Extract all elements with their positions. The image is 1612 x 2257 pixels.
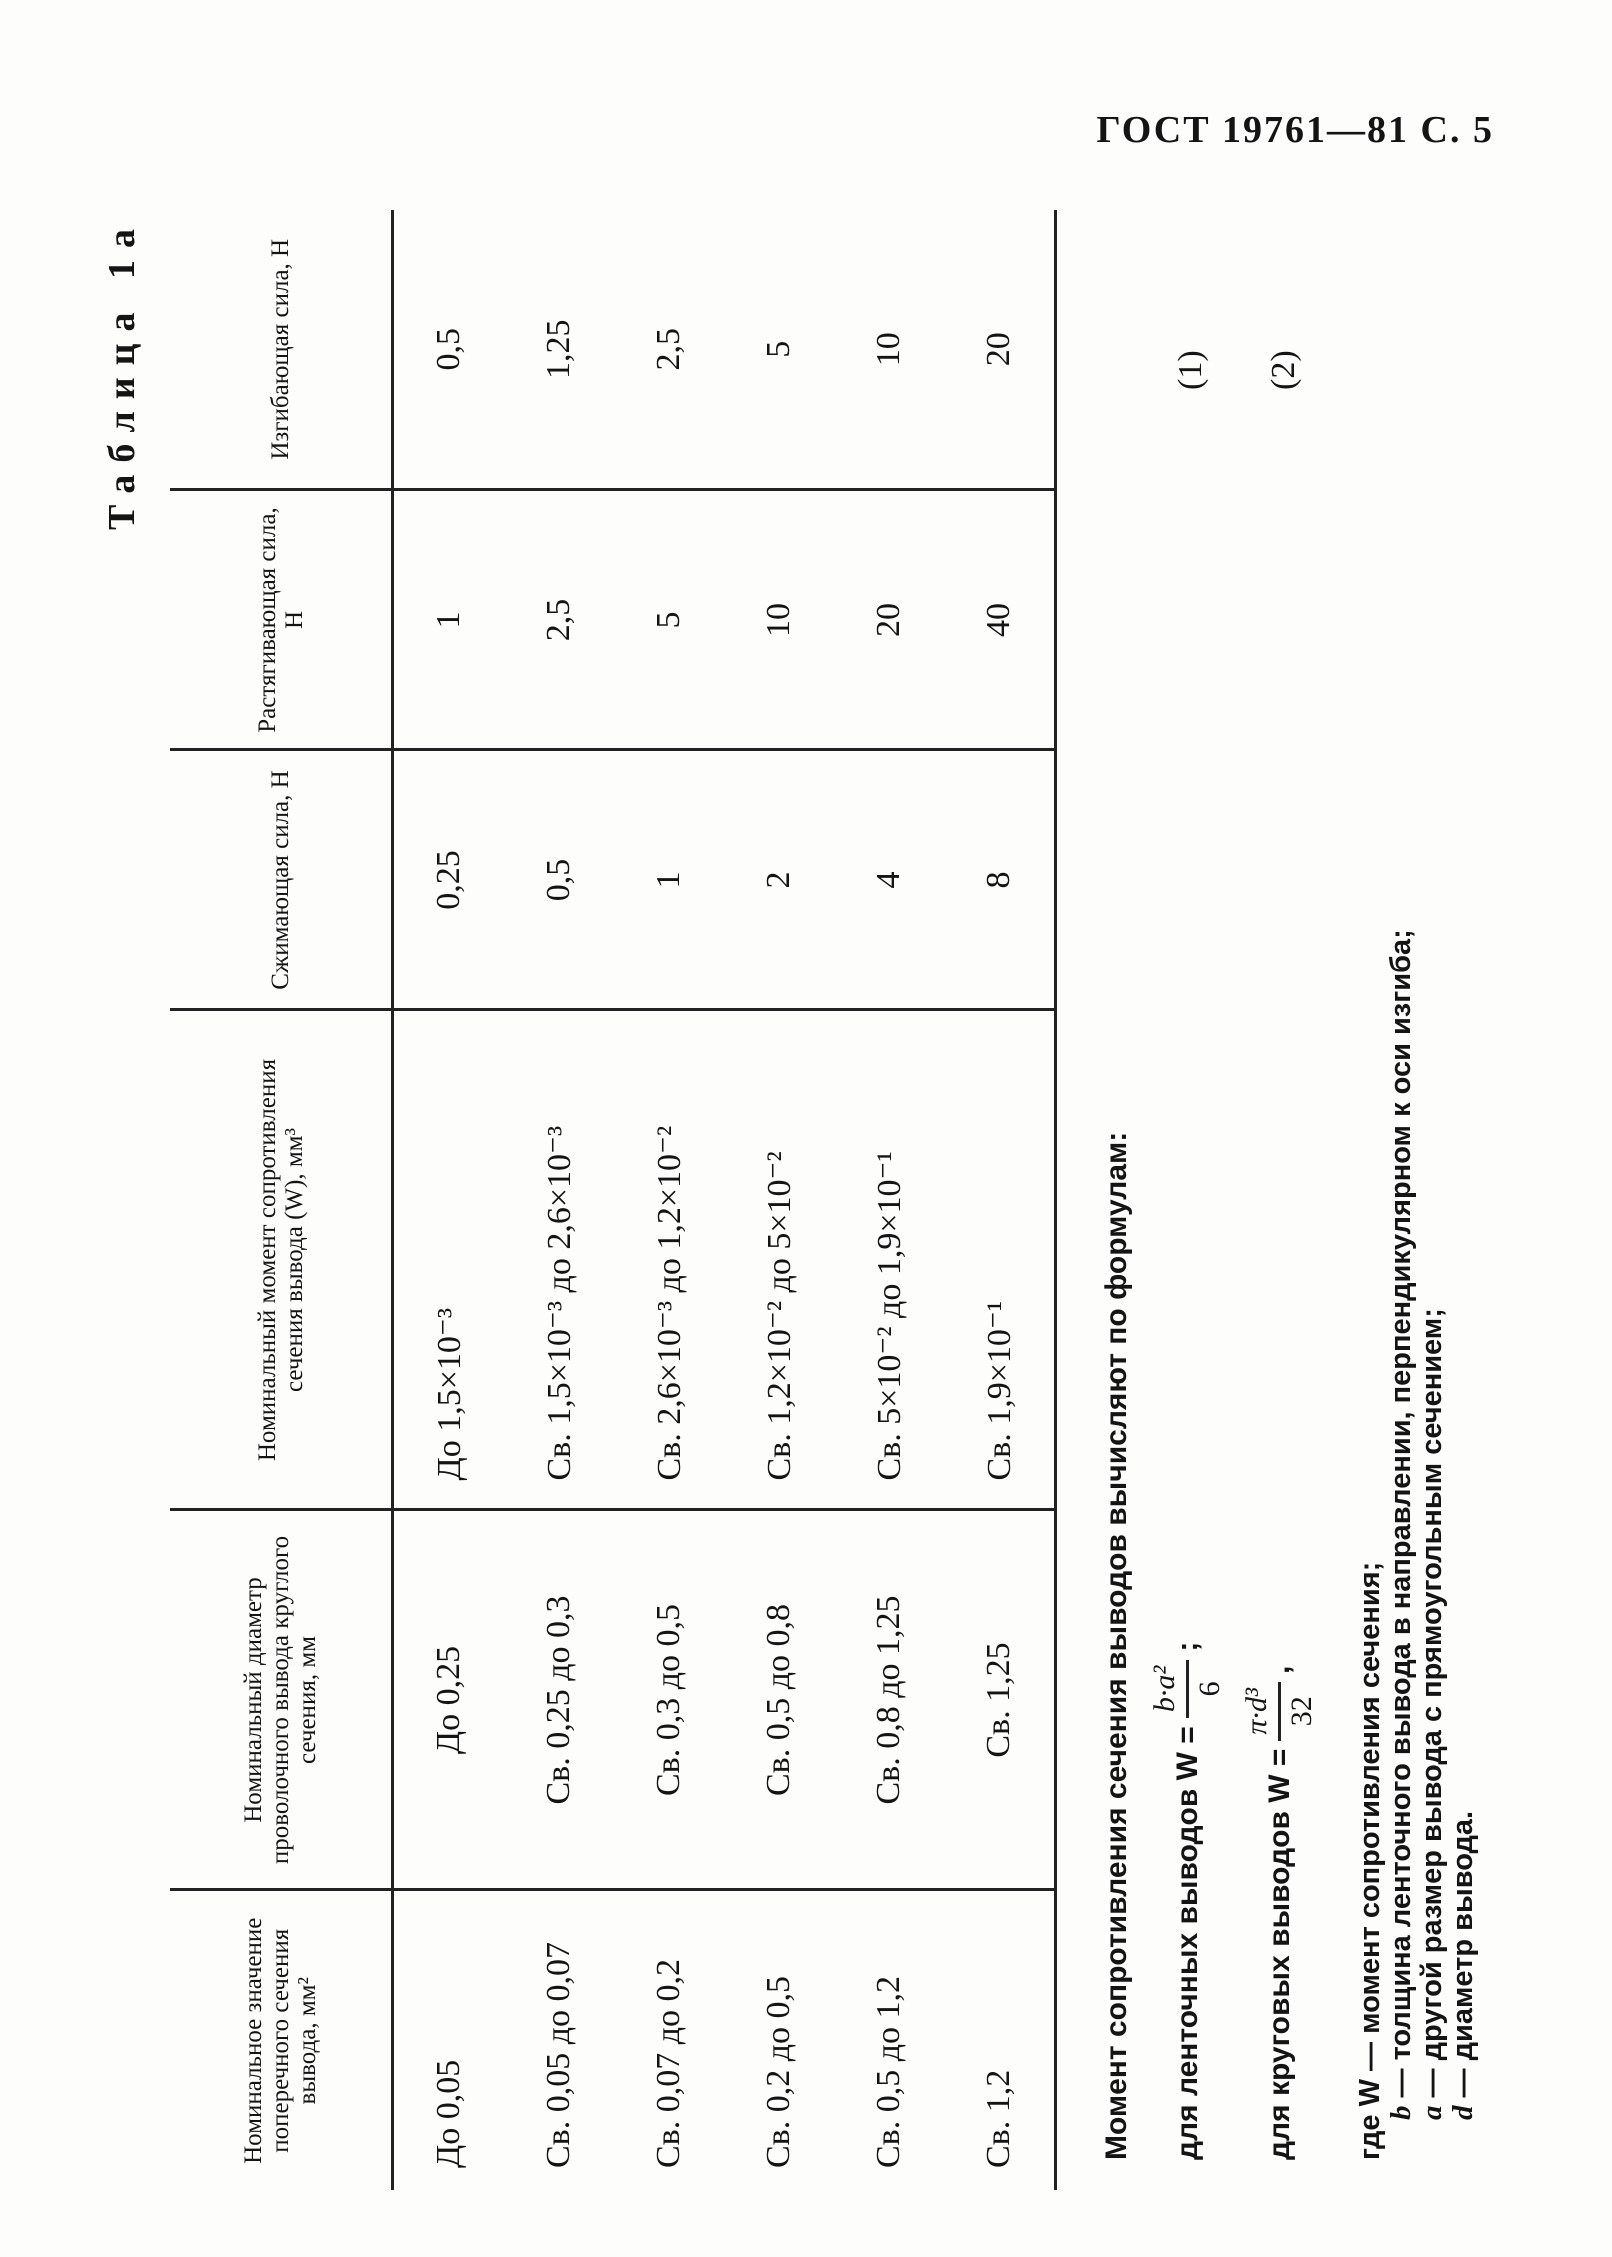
table-row — [944, 210, 1056, 2190]
table-cell: 20 — [834, 490, 944, 750]
table-header-row — [170, 210, 393, 2190]
rotated-content — [100, 190, 1490, 2190]
table-cell: Св. 5×10⁻² до 1,9×10⁻¹ — [834, 1010, 944, 1510]
table-cell: Св. 0,05 до 0,07 — [540, 1941, 577, 2168]
formulas-intro: Момент сопротивления сечения выводов вычисляют по формулам: — [1100, 1131, 1133, 2160]
definition-text: — другой размер вывода с прямоугольным сечением; — [1416, 1308, 1448, 2106]
definition-symbol: d — [1447, 2105, 1479, 2120]
table-cell: До 0,25 — [393, 1510, 505, 1890]
formula-round-label: для круговых выводов W = — [1262, 1748, 1296, 2160]
column-header-moment: Номинальный момент сопротивления сечения вывода (W), мм³ — [170, 1010, 393, 1510]
formula-ribbon-fraction — [1148, 1660, 1227, 1719]
formula-round-punct: , — [1262, 1665, 1296, 1675]
table-cell: Св. 0,5 до 0,8 — [724, 1510, 834, 1890]
table-caption: Таблица 1а — [101, 216, 143, 530]
formula-ribbon-number: (1) — [1172, 350, 1209, 390]
table-cell: 0,5 — [393, 210, 505, 490]
column-header-tensile-force: Растягивающая сила, Н — [170, 490, 393, 750]
table-cell: 2,5 — [614, 210, 724, 490]
table-cell: 8 — [944, 750, 1056, 1010]
column-header-diameter: Номинальный диаметр проволочного вывода круглого сечения, мм — [170, 1510, 393, 1890]
table-cell: 0,25 — [393, 750, 505, 1010]
table-cell: 5 — [724, 210, 834, 490]
table-cell: Св. 1,2×10⁻² до 5×10⁻² — [724, 1010, 834, 1510]
table-cell: Св. 0,5 до 1,2 — [870, 1975, 907, 2168]
table-cell: Св. 2,6×10⁻³ до 1,2×10⁻² — [614, 1010, 724, 1510]
table-cell: Св. 0,3 до 0,5 — [614, 1510, 724, 1890]
definition-symbol: где W — [1354, 2079, 1386, 2160]
table-cell: До 1,5×10⁻³ — [393, 1010, 505, 1510]
table-row — [724, 210, 834, 2190]
table-cell: 20 — [944, 210, 1056, 490]
table-cell: 4 — [834, 750, 944, 1010]
table-cell: 2,5 — [504, 490, 614, 750]
table-cell: Св. 0,8 до 1,25 — [834, 1510, 944, 1890]
definition-item — [1417, 929, 1448, 2160]
definition-text: — диаметр вывода. — [1447, 1810, 1479, 2106]
table-cell: Св. 0,07 до 0,2 — [650, 1958, 687, 2168]
table-row — [614, 210, 724, 2190]
table-cell: 1,25 — [504, 210, 614, 490]
table-cell: 1 — [393, 490, 505, 750]
definition-symbol: b — [1385, 2105, 1417, 2120]
formula-ribbon-label: для ленточных выводов W = — [1170, 1726, 1204, 2160]
table-cell: До 0,05 — [430, 2059, 467, 2168]
definition-item — [1448, 929, 1479, 2160]
formula-round-number: (2) — [1265, 350, 1302, 390]
table-cell: 2 — [724, 750, 834, 1010]
formula-ribbon — [1148, 1642, 1227, 2160]
table-row — [834, 210, 944, 2190]
table-cell: Св. 1,2 — [944, 1890, 1056, 2190]
column-header-bending-force: Изгибающая сила, Н — [170, 210, 393, 490]
table-cell: 0,5 — [504, 750, 614, 1010]
column-header-compressive-force: Сжимающая сила, Н — [170, 750, 393, 1010]
page-header: ГОСТ 19761—81 С. 5 — [1096, 109, 1494, 151]
table-cell: Св. 1,25 — [944, 1510, 1056, 1890]
table-cell: 40 — [944, 490, 1056, 750]
definition-text: — момент сопротивления сечения; — [1354, 1561, 1386, 2080]
table-cell: 1 — [614, 750, 724, 1010]
variable-definitions — [1355, 929, 1479, 2160]
formula-ribbon-punct: ; — [1170, 1641, 1204, 1652]
table-row — [504, 210, 614, 2190]
table-cell: Св. 0,2 до 0,5 — [760, 1975, 797, 2168]
column-header-cross-section: Номинальное значение поперечного сечения вывода, мм² — [170, 1890, 393, 2190]
table-cell: 10 — [834, 210, 944, 490]
table-row — [393, 210, 505, 2190]
table-cell: 10 — [724, 490, 834, 750]
definition-text: — толщина ленточного вывода в направлении, перпендикулярном к оси изгиба; — [1385, 929, 1417, 2106]
table-cell: Св. 1,9×10⁻¹ — [944, 1010, 1056, 1510]
formula-ribbon-denominator: 6 — [1193, 1681, 1226, 1697]
formula-round-fraction — [1240, 1682, 1319, 1741]
definition-item — [1386, 929, 1417, 2160]
table-cell: 5 — [614, 490, 724, 750]
table-cell: Св. 1,5×10⁻³ до 2,6×10⁻³ — [504, 1010, 614, 1510]
table-cell: Св. 0,25 до 0,3 — [504, 1510, 614, 1890]
definition-symbol: a — [1416, 2105, 1448, 2120]
definition-item — [1355, 929, 1386, 2160]
formula-round-denominator: 32 — [1285, 1696, 1318, 1727]
formula-ribbon-numerator: b·a² — [1148, 1660, 1189, 1719]
formula-round-numerator: π·d³ — [1240, 1682, 1281, 1741]
forces-table — [170, 210, 1057, 2190]
formula-round — [1240, 1666, 1319, 2160]
